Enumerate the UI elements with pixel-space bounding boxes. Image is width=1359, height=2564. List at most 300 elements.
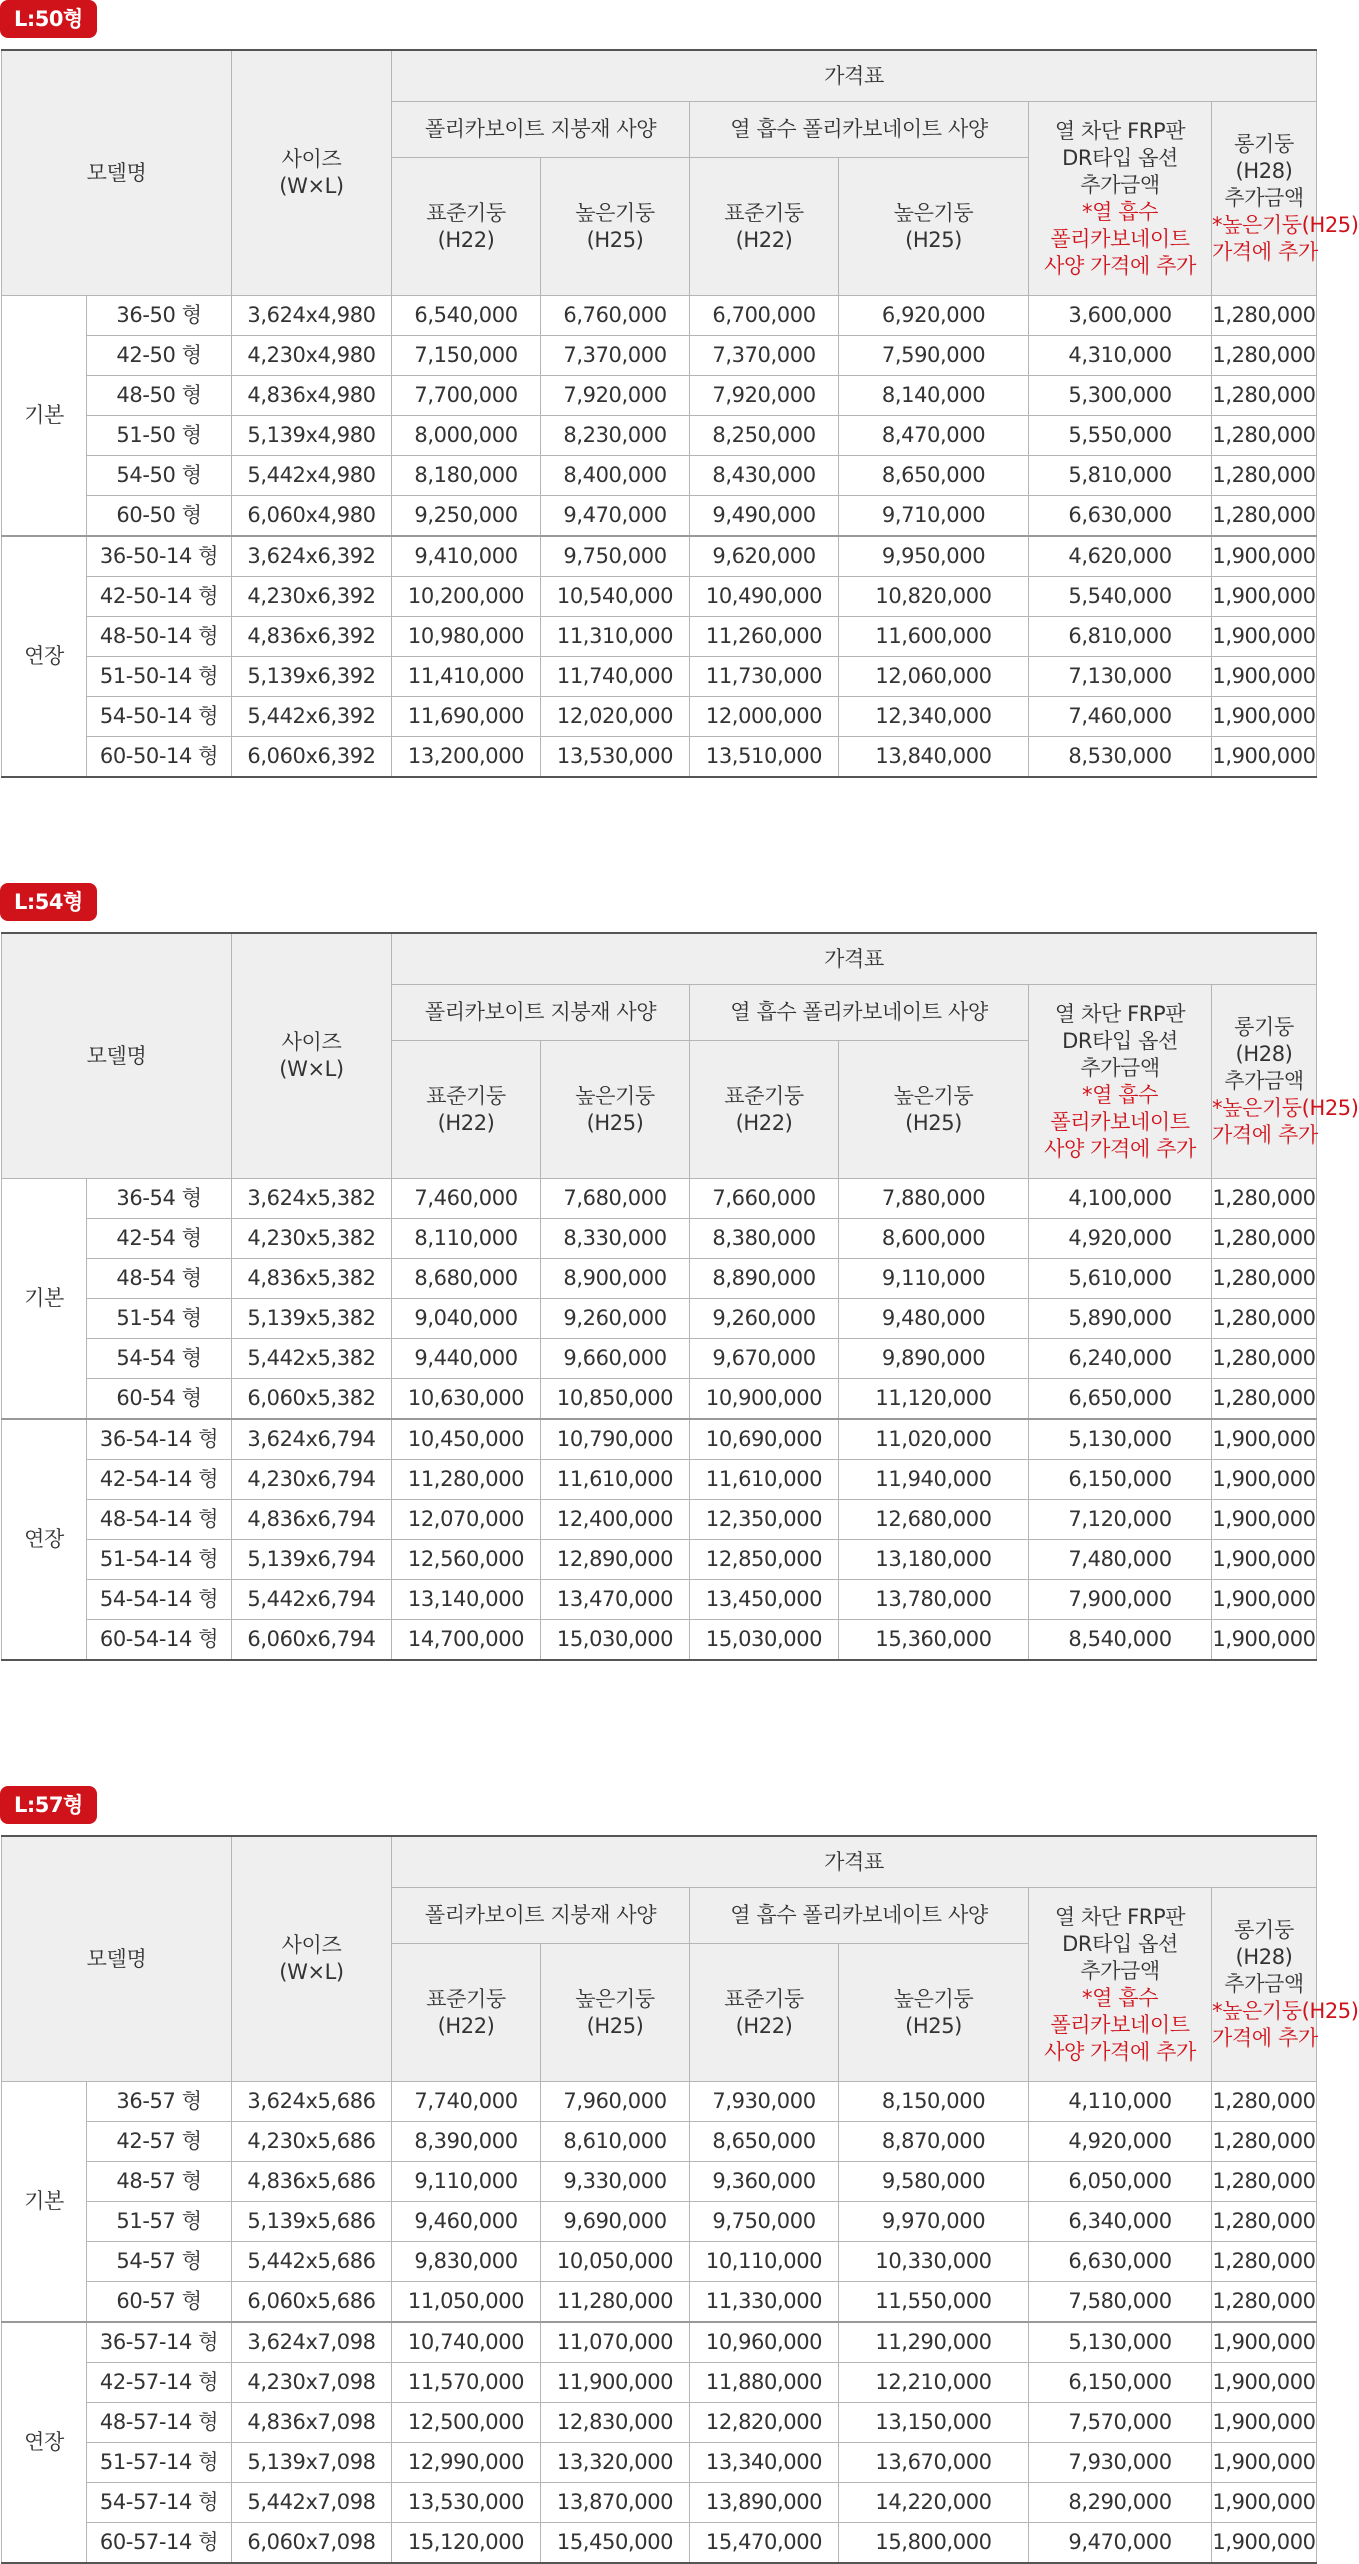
price-cell: 9,360,000	[690, 2162, 839, 2202]
price-cell: 8,400,000	[541, 456, 690, 496]
price-cell: 9,890,000	[839, 1339, 1029, 1379]
price-cell: 1,280,000	[1212, 2082, 1317, 2122]
price-cell: 9,490,000	[690, 496, 839, 537]
price-cell: 1,280,000	[1212, 1339, 1317, 1379]
header-text: 열 흡수 폴리카보네이트 사양	[730, 1903, 988, 1927]
model-cell: 48-57 형	[87, 2162, 232, 2202]
header-note: 사양 가격에 추가	[1044, 253, 1196, 278]
header-text: 표준기둥	[724, 1986, 804, 2011]
price-table	[1, 1835, 1359, 2564]
table-row	[2, 2322, 1317, 2363]
model-cell: 42-54 형	[87, 1219, 232, 1259]
size-cell: 3,624x6,794	[232, 1419, 392, 1460]
price-cell: 13,530,000	[392, 2483, 541, 2523]
price-cell: 11,280,000	[541, 2282, 690, 2323]
price-cell: 6,810,000	[1029, 617, 1212, 657]
price-cell: 8,110,000	[392, 1219, 541, 1259]
header-text: 추가금액	[1080, 1958, 1160, 1983]
table-row	[2, 737, 1317, 778]
header-text: 사이즈	[281, 1933, 342, 1957]
group-label: 기본	[2, 296, 87, 537]
price-cell: 7,460,000	[1029, 697, 1212, 737]
model-cell: 51-54 형	[87, 1299, 232, 1339]
price-table	[1, 49, 1359, 778]
price-cell: 6,150,000	[1029, 2363, 1212, 2403]
header-text: (H28)	[1235, 1042, 1293, 1066]
price-cell: 1,900,000	[1212, 1419, 1317, 1460]
size-cell: 3,624x4,980	[232, 296, 392, 336]
price-cell: 9,470,000	[1029, 2523, 1212, 2564]
header-high-pillar	[541, 1041, 690, 1179]
table-row	[2, 536, 1317, 577]
price-cell: 12,070,000	[392, 1500, 541, 1540]
price-cell: 1,280,000	[1212, 296, 1317, 336]
price-cell: 15,450,000	[541, 2523, 690, 2564]
size-cell: 5,139x5,382	[232, 1299, 392, 1339]
price-cell: 13,450,000	[690, 1580, 839, 1620]
price-cell: 11,330,000	[690, 2282, 839, 2323]
header-text: DR타입 옵션	[1062, 1931, 1178, 1956]
header-note: *열 흡수	[1081, 199, 1159, 224]
price-cell: 12,680,000	[839, 1500, 1029, 1540]
header-text: 열 차단 FRP판	[1054, 1001, 1186, 1026]
price-cell: 11,020,000	[839, 1419, 1029, 1460]
price-cell: 8,230,000	[541, 416, 690, 456]
model-cell: 42-50-14 형	[87, 577, 232, 617]
price-cell: 7,590,000	[839, 336, 1029, 376]
header-standard-pillar	[690, 1944, 839, 2082]
price-cell: 9,470,000	[541, 496, 690, 537]
header-note: 사양 가격에 추가	[1044, 1136, 1196, 1161]
price-cell: 8,600,000	[839, 1219, 1029, 1259]
price-cell: 1,280,000	[1212, 1219, 1317, 1259]
price-cell: 7,580,000	[1029, 2282, 1212, 2323]
header-long-pillar	[1212, 102, 1359, 296]
size-cell: 3,624x6,392	[232, 536, 392, 577]
price-cell: 11,070,000	[541, 2322, 690, 2363]
header-note: *높은기둥(H25)	[1212, 1096, 1359, 1120]
header-heat-poly	[690, 102, 1029, 158]
header-note: 가격에 추가	[1212, 2026, 1318, 2050]
price-cell: 15,470,000	[690, 2523, 839, 2564]
header-note: 폴리카보네이트	[1050, 2012, 1190, 2037]
header-text: (H25)	[905, 1110, 962, 1135]
header-text: 추가금액	[1224, 186, 1304, 210]
model-cell: 42-54-14 형	[87, 1460, 232, 1500]
size-cell: 4,230x5,686	[232, 2122, 392, 2162]
model-cell: 51-50-14 형	[87, 657, 232, 697]
price-cell: 1,280,000	[1212, 336, 1317, 376]
header-text: 롱기둥	[1234, 132, 1294, 156]
table-row	[2, 1460, 1317, 1500]
table-row	[2, 1259, 1317, 1299]
price-cell: 12,850,000	[690, 1540, 839, 1580]
price-cell: 10,790,000	[541, 1419, 690, 1460]
header-text: (W×L)	[279, 1960, 344, 1984]
price-cell: 13,140,000	[392, 1580, 541, 1620]
price-cell: 12,020,000	[541, 697, 690, 737]
price-cell: 11,690,000	[392, 697, 541, 737]
size-cell: 5,442x6,794	[232, 1580, 392, 1620]
header-text: 높은기둥	[575, 200, 655, 225]
price-cell: 1,280,000	[1212, 1299, 1317, 1339]
price-cell: 1,900,000	[1212, 1460, 1317, 1500]
header-note: 가격에 추가	[1212, 240, 1318, 264]
price-cell: 11,260,000	[690, 617, 839, 657]
price-cell: 9,620,000	[690, 536, 839, 577]
size-cell: 6,060x5,686	[232, 2282, 392, 2323]
header-text: (H25)	[586, 1110, 644, 1135]
model-cell: 36-50 형	[87, 296, 232, 336]
price-cell: 1,900,000	[1212, 2363, 1317, 2403]
header-text: 추가금액	[1080, 1055, 1160, 1080]
price-cell: 8,150,000	[839, 2082, 1029, 2122]
header-frp-option	[1029, 1888, 1212, 2082]
size-cell: 6,060x6,392	[232, 737, 392, 778]
model-cell: 48-54-14 형	[87, 1500, 232, 1540]
header-text: (H22)	[735, 227, 793, 252]
model-cell: 42-57-14 형	[87, 2363, 232, 2403]
price-cell: 5,130,000	[1029, 1419, 1212, 1460]
size-cell: 5,442x7,098	[232, 2483, 392, 2523]
price-cell: 1,900,000	[1212, 737, 1317, 778]
price-cell: 13,150,000	[839, 2403, 1029, 2443]
price-cell: 11,290,000	[839, 2322, 1029, 2363]
price-cell: 6,340,000	[1029, 2202, 1212, 2242]
price-cell: 7,460,000	[392, 1179, 541, 1219]
price-cell: 8,870,000	[839, 2122, 1029, 2162]
size-cell: 6,060x7,098	[232, 2523, 392, 2564]
price-cell: 7,930,000	[1029, 2443, 1212, 2483]
price-cell: 10,850,000	[541, 1379, 690, 1420]
header-text: (W×L)	[279, 1057, 344, 1081]
price-cell: 9,830,000	[392, 2242, 541, 2282]
header-standard-pillar	[690, 1041, 839, 1179]
price-cell: 13,340,000	[690, 2443, 839, 2483]
table-row	[2, 496, 1317, 537]
header-text: 표준기둥	[426, 1986, 506, 2011]
price-cell: 12,890,000	[541, 1540, 690, 1580]
price-cell: 9,580,000	[839, 2162, 1029, 2202]
header-polycarbonate	[392, 102, 690, 158]
table-row	[2, 1540, 1317, 1580]
price-cell: 1,900,000	[1212, 536, 1317, 577]
price-cell: 9,440,000	[392, 1339, 541, 1379]
price-cell: 8,610,000	[541, 2122, 690, 2162]
price-cell: 13,890,000	[690, 2483, 839, 2523]
price-cell: 1,900,000	[1212, 617, 1317, 657]
model-cell: 36-57-14 형	[87, 2322, 232, 2363]
price-cell: 1,280,000	[1212, 2282, 1317, 2323]
price-cell: 5,890,000	[1029, 1299, 1212, 1339]
model-cell: 48-50-14 형	[87, 617, 232, 657]
price-cell: 13,200,000	[392, 737, 541, 778]
size-cell: 4,230x5,382	[232, 1219, 392, 1259]
header-price-table	[392, 933, 1317, 985]
price-cell: 7,700,000	[392, 376, 541, 416]
price-cell: 1,900,000	[1212, 2483, 1317, 2523]
price-cell: 9,330,000	[541, 2162, 690, 2202]
price-cell: 9,970,000	[839, 2202, 1029, 2242]
table-row	[2, 2443, 1317, 2483]
header-text: (H25)	[905, 227, 962, 252]
table-row	[2, 1219, 1317, 1259]
size-cell: 5,442x4,980	[232, 456, 392, 496]
size-cell: 4,836x4,980	[232, 376, 392, 416]
header-text: 모델명	[86, 1946, 147, 1971]
size-cell: 3,624x5,686	[232, 2082, 392, 2122]
price-cell: 9,110,000	[839, 1259, 1029, 1299]
model-cell: 60-54-14 형	[87, 1620, 232, 1661]
price-cell: 1,900,000	[1212, 1580, 1317, 1620]
price-cell: 7,570,000	[1029, 2403, 1212, 2443]
price-cell: 10,110,000	[690, 2242, 839, 2282]
header-text: 열 흡수 폴리카보네이트 사양	[730, 1000, 988, 1024]
model-cell: 60-50 형	[87, 496, 232, 537]
model-cell: 36-54-14 형	[87, 1419, 232, 1460]
table-row	[2, 1379, 1317, 1420]
price-cell: 5,550,000	[1029, 416, 1212, 456]
table-row	[2, 617, 1317, 657]
header-heat-poly	[690, 1888, 1029, 1944]
price-cell: 1,280,000	[1212, 456, 1317, 496]
price-cell: 15,800,000	[839, 2523, 1029, 2564]
price-cell: 9,750,000	[690, 2202, 839, 2242]
price-cell: 7,120,000	[1029, 1500, 1212, 1540]
price-cell: 12,990,000	[392, 2443, 541, 2483]
size-cell: 5,139x7,098	[232, 2443, 392, 2483]
table-row	[2, 2282, 1317, 2323]
table-row	[2, 456, 1317, 496]
price-cell: 11,900,000	[541, 2363, 690, 2403]
header-polycarbonate	[392, 1888, 690, 1944]
price-cell: 1,900,000	[1212, 2443, 1317, 2483]
header-text: 폴리카보이트 지붕재 사양	[424, 117, 657, 141]
header-price-table	[392, 50, 1317, 102]
header-text: (H25)	[586, 2013, 644, 2038]
price-cell: 1,280,000	[1212, 416, 1317, 456]
table-row	[2, 1419, 1317, 1460]
header-text: (H25)	[905, 2013, 962, 2038]
price-cell: 10,690,000	[690, 1419, 839, 1460]
header-text: 표준기둥	[426, 1083, 506, 1108]
header-text: 열 차단 FRP판	[1054, 118, 1186, 143]
header-text: 표준기둥	[426, 200, 506, 225]
price-cell: 8,650,000	[690, 2122, 839, 2162]
price-cell: 10,540,000	[541, 577, 690, 617]
table-row	[2, 1580, 1317, 1620]
header-text: 열 흡수 폴리카보네이트 사양	[730, 117, 988, 141]
price-cell: 10,200,000	[392, 577, 541, 617]
table-row	[2, 1179, 1317, 1219]
table-row	[2, 296, 1317, 336]
table-row	[2, 376, 1317, 416]
header-note: 폴리카보네이트	[1050, 226, 1190, 251]
price-cell: 6,050,000	[1029, 2162, 1212, 2202]
header-note: *열 흡수	[1081, 1082, 1159, 1107]
price-cell: 1,900,000	[1212, 1500, 1317, 1540]
price-cell: 1,900,000	[1212, 657, 1317, 697]
header-note: 사양 가격에 추가	[1044, 2039, 1196, 2064]
header-model	[2, 933, 232, 1179]
price-cell: 14,700,000	[392, 1620, 541, 1661]
header-standard-pillar	[690, 158, 839, 296]
header-text: 높은기둥	[893, 200, 974, 225]
price-cell: 8,290,000	[1029, 2483, 1212, 2523]
price-cell: 14,220,000	[839, 2483, 1029, 2523]
header-text: (H28)	[1235, 159, 1293, 183]
model-cell: 36-50-14 형	[87, 536, 232, 577]
price-cell: 13,510,000	[690, 737, 839, 778]
price-cell: 4,920,000	[1029, 1219, 1212, 1259]
size-cell: 3,624x5,382	[232, 1179, 392, 1219]
size-cell: 4,230x6,794	[232, 1460, 392, 1500]
model-cell: 36-54 형	[87, 1179, 232, 1219]
price-cell: 10,450,000	[392, 1419, 541, 1460]
price-cell: 9,260,000	[541, 1299, 690, 1339]
table-row	[2, 336, 1317, 376]
header-text: 높은기둥	[575, 1083, 655, 1108]
size-cell: 4,230x6,392	[232, 577, 392, 617]
model-cell: 51-57-14 형	[87, 2443, 232, 2483]
price-cell: 7,150,000	[392, 336, 541, 376]
price-cell: 9,480,000	[839, 1299, 1029, 1339]
price-cell: 10,050,000	[541, 2242, 690, 2282]
price-cell: 5,810,000	[1029, 456, 1212, 496]
price-cell: 11,120,000	[839, 1379, 1029, 1420]
price-cell: 8,900,000	[541, 1259, 690, 1299]
header-text: 높은기둥	[893, 1083, 974, 1108]
header-note: *높은기둥(H25)	[1212, 1999, 1359, 2023]
header-high-pillar	[541, 1944, 690, 2082]
table-row	[2, 2523, 1317, 2564]
price-cell: 11,880,000	[690, 2363, 839, 2403]
size-cell: 4,836x7,098	[232, 2403, 392, 2443]
model-cell: 60-57-14 형	[87, 2523, 232, 2564]
header-size	[232, 50, 392, 296]
price-cell: 7,480,000	[1029, 1540, 1212, 1580]
price-cell: 9,710,000	[839, 496, 1029, 537]
price-cell: 5,610,000	[1029, 1259, 1212, 1299]
price-cell: 10,980,000	[392, 617, 541, 657]
price-cell: 13,780,000	[839, 1580, 1029, 1620]
price-cell: 7,680,000	[541, 1179, 690, 1219]
size-cell: 5,442x5,382	[232, 1339, 392, 1379]
table-row	[2, 2363, 1317, 2403]
header-note: *열 흡수	[1081, 1985, 1159, 2010]
header-text: DR타입 옵션	[1062, 1028, 1178, 1053]
price-cell: 6,760,000	[541, 296, 690, 336]
table-row	[2, 2403, 1317, 2443]
header-text: 가격표	[824, 1849, 884, 1874]
price-cell: 6,630,000	[1029, 2242, 1212, 2282]
price-cell: 1,280,000	[1212, 2122, 1317, 2162]
price-cell: 8,530,000	[1029, 737, 1212, 778]
price-cell: 1,280,000	[1212, 1379, 1317, 1420]
size-cell: 5,139x6,794	[232, 1540, 392, 1580]
price-cell: 1,280,000	[1212, 2202, 1317, 2242]
header-long-pillar	[1212, 985, 1359, 1179]
size-cell: 5,139x4,980	[232, 416, 392, 456]
price-cell: 4,110,000	[1029, 2082, 1212, 2122]
price-cell: 8,650,000	[839, 456, 1029, 496]
price-cell: 8,390,000	[392, 2122, 541, 2162]
header-polycarbonate	[392, 985, 690, 1041]
header-text: (H28)	[1235, 1945, 1293, 1969]
price-cell: 6,650,000	[1029, 1379, 1212, 1420]
price-cell: 12,500,000	[392, 2403, 541, 2443]
price-cell: 4,100,000	[1029, 1179, 1212, 1219]
header-text: 높은기둥	[575, 1986, 655, 2011]
header-text: (W×L)	[279, 174, 344, 198]
price-cell: 11,050,000	[392, 2282, 541, 2323]
size-cell: 5,139x5,686	[232, 2202, 392, 2242]
price-cell: 10,740,000	[392, 2322, 541, 2363]
model-cell: 54-57-14 형	[87, 2483, 232, 2523]
section-tag: L:57형	[0, 1786, 97, 1824]
price-cell: 1,280,000	[1212, 2162, 1317, 2202]
price-cell: 11,310,000	[541, 617, 690, 657]
header-price-table	[392, 1836, 1317, 1888]
model-cell: 60-50-14 형	[87, 737, 232, 778]
price-cell: 11,570,000	[392, 2363, 541, 2403]
price-cell: 6,240,000	[1029, 1339, 1212, 1379]
table-row	[2, 2202, 1317, 2242]
price-cell: 1,280,000	[1212, 1259, 1317, 1299]
price-cell: 10,960,000	[690, 2322, 839, 2363]
price-cell: 10,330,000	[839, 2242, 1029, 2282]
size-cell: 4,836x5,686	[232, 2162, 392, 2202]
price-cell: 5,300,000	[1029, 376, 1212, 416]
size-cell: 4,836x6,794	[232, 1500, 392, 1540]
section-tag: L:54형	[0, 883, 97, 921]
header-text: 모델명	[86, 1043, 147, 1068]
header-text: 폴리카보이트 지붕재 사양	[424, 1000, 657, 1024]
price-cell: 11,600,000	[839, 617, 1029, 657]
header-model	[2, 1836, 232, 2082]
table-row	[2, 2483, 1317, 2523]
price-cell: 7,880,000	[839, 1179, 1029, 1219]
price-cell: 15,120,000	[392, 2523, 541, 2564]
header-text: 추가금액	[1080, 172, 1160, 197]
header-heat-poly	[690, 985, 1029, 1041]
price-cell: 6,630,000	[1029, 496, 1212, 537]
price-cell: 3,600,000	[1029, 296, 1212, 336]
price-table	[1, 932, 1359, 1661]
header-text: (H25)	[586, 227, 644, 252]
group-label: 연장	[2, 2322, 87, 2563]
section-tag: L:50형	[0, 0, 97, 38]
model-cell: 51-54-14 형	[87, 1540, 232, 1580]
price-cell: 9,250,000	[392, 496, 541, 537]
price-cell: 6,540,000	[392, 296, 541, 336]
header-frp-option	[1029, 102, 1212, 296]
model-cell: 51-50 형	[87, 416, 232, 456]
header-text: (H22)	[437, 2013, 495, 2038]
size-cell: 5,442x5,686	[232, 2242, 392, 2282]
price-cell: 13,870,000	[541, 2483, 690, 2523]
size-cell: 6,060x4,980	[232, 496, 392, 537]
header-text: 롱기둥	[1234, 1918, 1294, 1942]
price-cell: 8,250,000	[690, 416, 839, 456]
price-cell: 12,060,000	[839, 657, 1029, 697]
price-cell: 12,560,000	[392, 1540, 541, 1580]
header-note: 가격에 추가	[1212, 1123, 1318, 1147]
header-text: 모델명	[86, 160, 147, 185]
model-cell: 54-50-14 형	[87, 697, 232, 737]
table-row	[2, 697, 1317, 737]
price-cell: 1,900,000	[1212, 1540, 1317, 1580]
